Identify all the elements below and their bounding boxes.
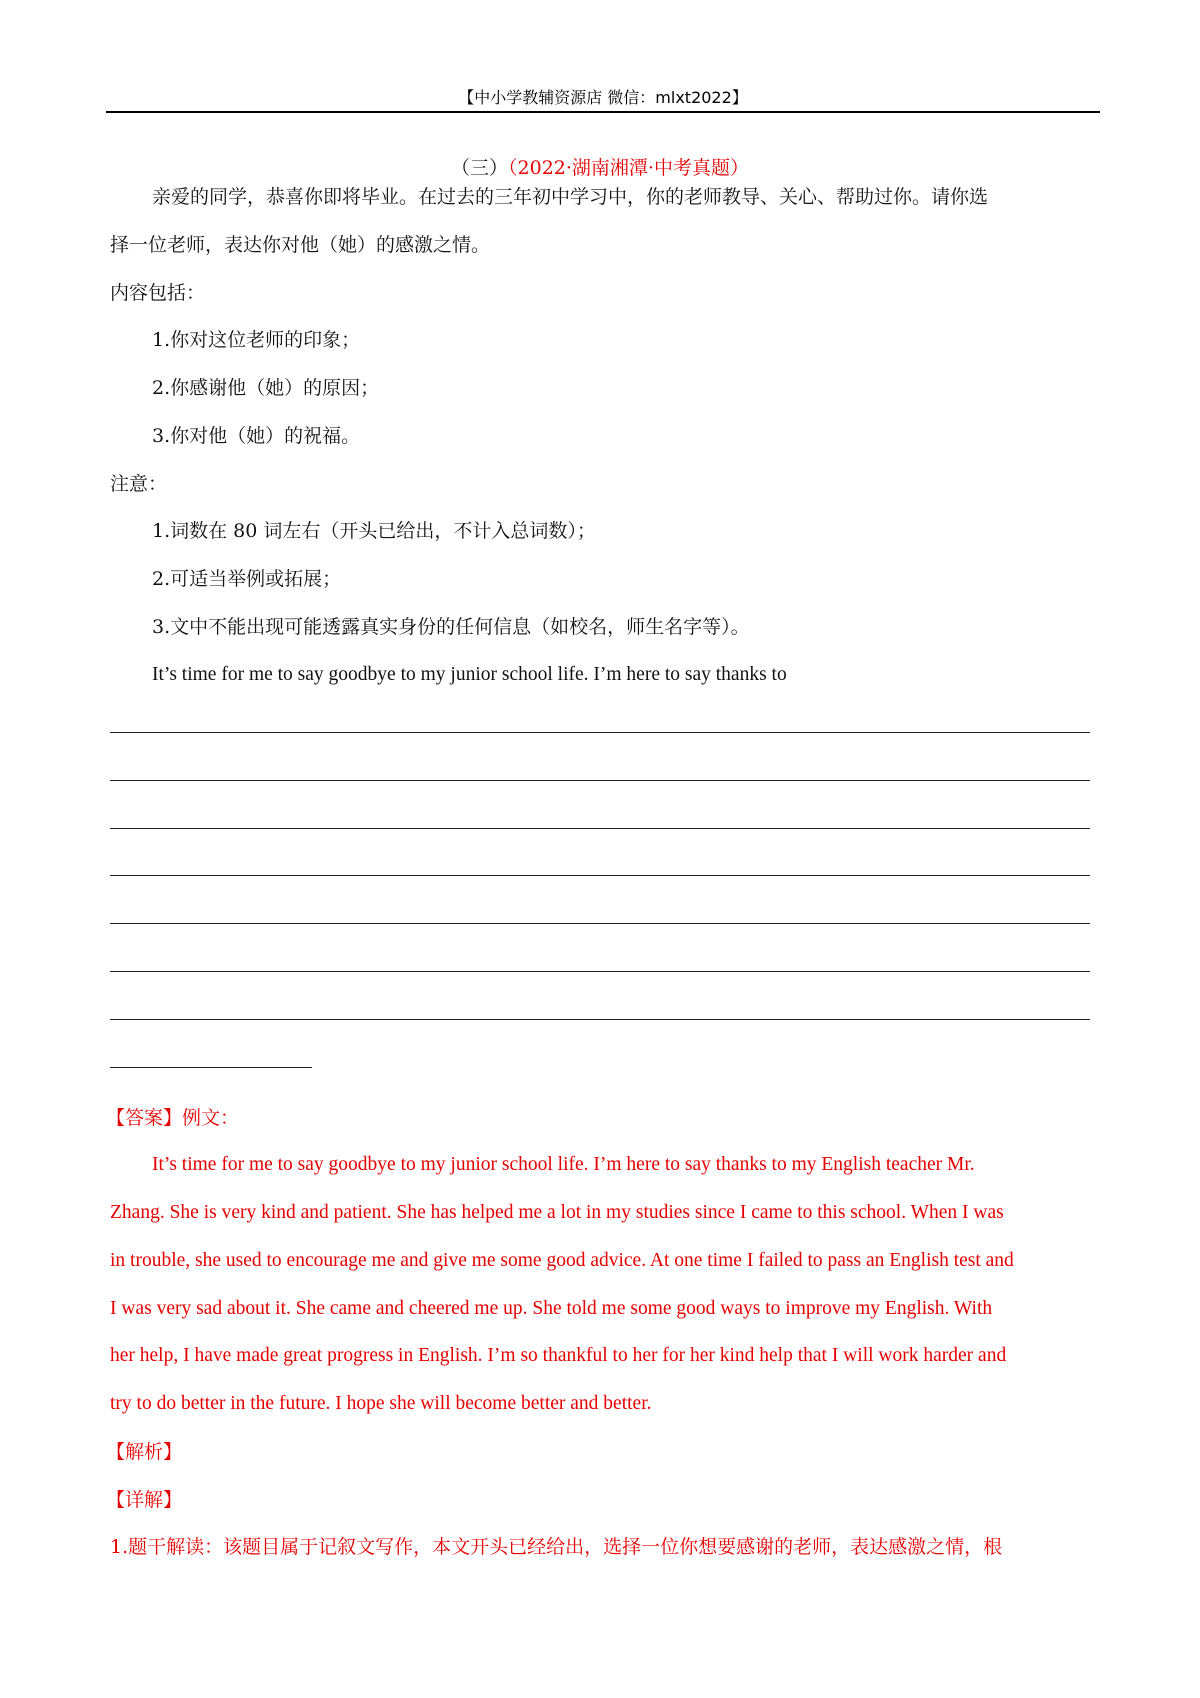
answer-blank-line	[110, 1019, 1090, 1020]
question-title	[0, 154, 1200, 182]
answer-line-6: try to do better in the future. I hope she will become better and better.	[110, 1393, 652, 1414]
answer-blank-line	[110, 732, 1090, 733]
detail-label: 【详解】	[106, 1489, 183, 1511]
notes-item-3: 3.文中不能出现可能透露真实身份的任何信息（如校名，师生名字等）。	[152, 616, 750, 638]
header-rule	[106, 111, 1100, 113]
detail-line-1: 1.题干解读：该题目属于记叙文写作，本文开头已经给出，选择一位你想要感谢的老师，表达感激之情，根	[110, 1536, 1003, 1558]
prompt-line-1: 亲爱的同学，恭喜你即将毕业。在过去的三年初中学习中，你的老师教导、关心、帮助过你。请你选	[152, 186, 989, 208]
content-heading: 内容包括：	[110, 282, 206, 304]
answer-label: 【答案】例文：	[106, 1107, 240, 1129]
writing-opening: It’s time for me to say goodbye to my junior school life. I’m here to say thanks to	[152, 664, 787, 685]
prompt-line-2: 择一位老师，表达你对他（她）的感激之情。	[110, 234, 491, 256]
answer-blank-line	[110, 780, 1090, 781]
content-item-1: 1.你对这位老师的印象；	[152, 329, 361, 351]
analysis-label: 【解析】	[106, 1441, 183, 1463]
answer-line-2: Zhang. She is very kind and patient. She has helped me a lot in my studies since I came to this school. When I was	[110, 1202, 1004, 1223]
answer-line-4: I was very sad about it. She came and cheered me up. She told me some good ways to improve my English. With	[110, 1298, 993, 1319]
answer-blank-line	[110, 923, 1090, 924]
answer-blank-line	[110, 828, 1090, 829]
notes-heading: 注意：	[110, 473, 168, 495]
question-number: （三）	[451, 157, 509, 179]
answer-blank-line	[110, 971, 1090, 972]
answer-blank-line-short	[110, 1067, 312, 1068]
content-item-2: 2.你感谢他（她）的原因；	[152, 377, 380, 399]
notes-item-2: 2.可适当举例或拓展；	[152, 568, 342, 590]
answer-blank-line	[110, 875, 1090, 876]
answer-line-3: in trouble, she used to encourage me and give me some good advice. At one time I failed to pass an English test and	[110, 1250, 1014, 1271]
page-header: 【中小学教辅资源店 微信：mlxt2022】	[458, 88, 748, 107]
answer-line-1: It’s time for me to say goodbye to my junior school life. I’m here to say thanks to my English teacher Mr.	[152, 1154, 975, 1175]
notes-item-1: 1.词数在 80 词左右（开头已给出，不计入总词数）；	[152, 520, 596, 542]
question-source: （2022·湖南湘潭·中考真题）	[508, 157, 749, 179]
content-item-3: 3.你对他（她）的祝福。	[152, 425, 361, 447]
answer-line-5: her help, I have made great progress in English. I’m so thankful to her for her kind help that I will work harder and	[110, 1345, 1007, 1366]
